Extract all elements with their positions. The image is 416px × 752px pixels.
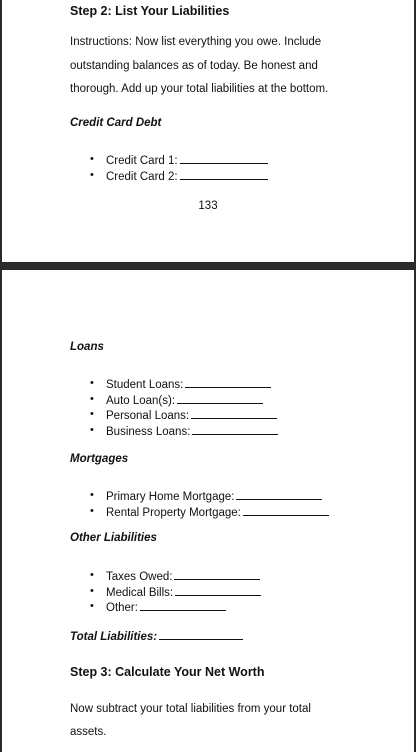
business-loans-label: Business Loans: xyxy=(106,425,191,438)
step-3-title: Step 3: Calculate Your Net Worth xyxy=(70,665,265,679)
mortgages-list xyxy=(90,488,329,519)
total-liabilities-label: Total Liabilities: xyxy=(70,631,158,643)
list-item xyxy=(90,376,278,392)
credit-card-2-blank xyxy=(180,168,268,180)
list-item xyxy=(90,152,268,168)
document-page-2 xyxy=(0,270,416,752)
instructions-line-2: outstanding balances as of today. Be honest and xyxy=(70,60,318,72)
taxes-owed-label: Taxes Owed: xyxy=(106,571,173,583)
credit-card-2-label: Credit Card 2: xyxy=(106,170,178,183)
credit-card-list xyxy=(90,152,268,183)
list-item xyxy=(90,504,329,520)
primary-home-mortgage-blank xyxy=(236,488,322,500)
taxes-owed-blank xyxy=(174,568,260,580)
credit-card-1-blank xyxy=(180,152,268,164)
list-item xyxy=(90,568,261,584)
auto-loans-blank xyxy=(177,392,263,404)
list-item xyxy=(90,584,261,600)
step-3-line-2: assets. xyxy=(70,726,107,738)
page-separator xyxy=(0,262,416,270)
auto-loans-label: Auto Loan(s): xyxy=(106,394,176,407)
list-item xyxy=(90,168,268,184)
student-loans-label: Student Loans: xyxy=(106,379,184,391)
rental-property-mortgage-label: Rental Property Mortgage: xyxy=(106,506,241,519)
step-2-title: Step 2: List Your Liabilities xyxy=(70,4,230,18)
medical-bills-label: Medical Bills: xyxy=(106,586,174,599)
personal-loans-blank xyxy=(191,407,277,419)
credit-card-debt-heading: Credit Card Debt xyxy=(70,117,162,129)
list-item xyxy=(90,407,278,423)
total-liabilities-blank xyxy=(159,628,243,640)
other-liability-label: Other: xyxy=(106,602,138,614)
other-liabilities-list xyxy=(90,568,261,615)
other-liabilities-heading: Other Liabilities xyxy=(70,532,157,544)
step-3-line-1: Now subtract your total liabilities from your total xyxy=(70,703,311,715)
document-page-1 xyxy=(0,0,416,262)
instructions-line-3: thorough. Add up your total liabilities at the bottom. xyxy=(70,83,329,95)
list-item xyxy=(90,488,329,504)
student-loans-blank xyxy=(185,376,271,388)
mortgages-heading: Mortgages xyxy=(70,453,129,465)
personal-loans-label: Personal Loans: xyxy=(106,410,190,422)
credit-card-1-label: Credit Card 1: xyxy=(106,155,178,167)
list-item xyxy=(90,423,278,439)
page-number: 133 xyxy=(198,200,218,212)
rental-property-mortgage-blank xyxy=(243,504,329,516)
list-item xyxy=(90,599,261,615)
loans-list xyxy=(90,376,278,438)
business-loans-blank xyxy=(192,423,278,435)
primary-home-mortgage-label: Primary Home Mortgage: xyxy=(106,491,235,503)
total-liabilities-line xyxy=(70,628,243,643)
medical-bills-blank xyxy=(175,584,261,596)
loans-heading: Loans xyxy=(70,341,104,353)
instructions-line-1: Instructions: Now list everything you owe. Include xyxy=(70,36,322,48)
other-liability-blank xyxy=(140,599,226,611)
list-item xyxy=(90,392,278,408)
